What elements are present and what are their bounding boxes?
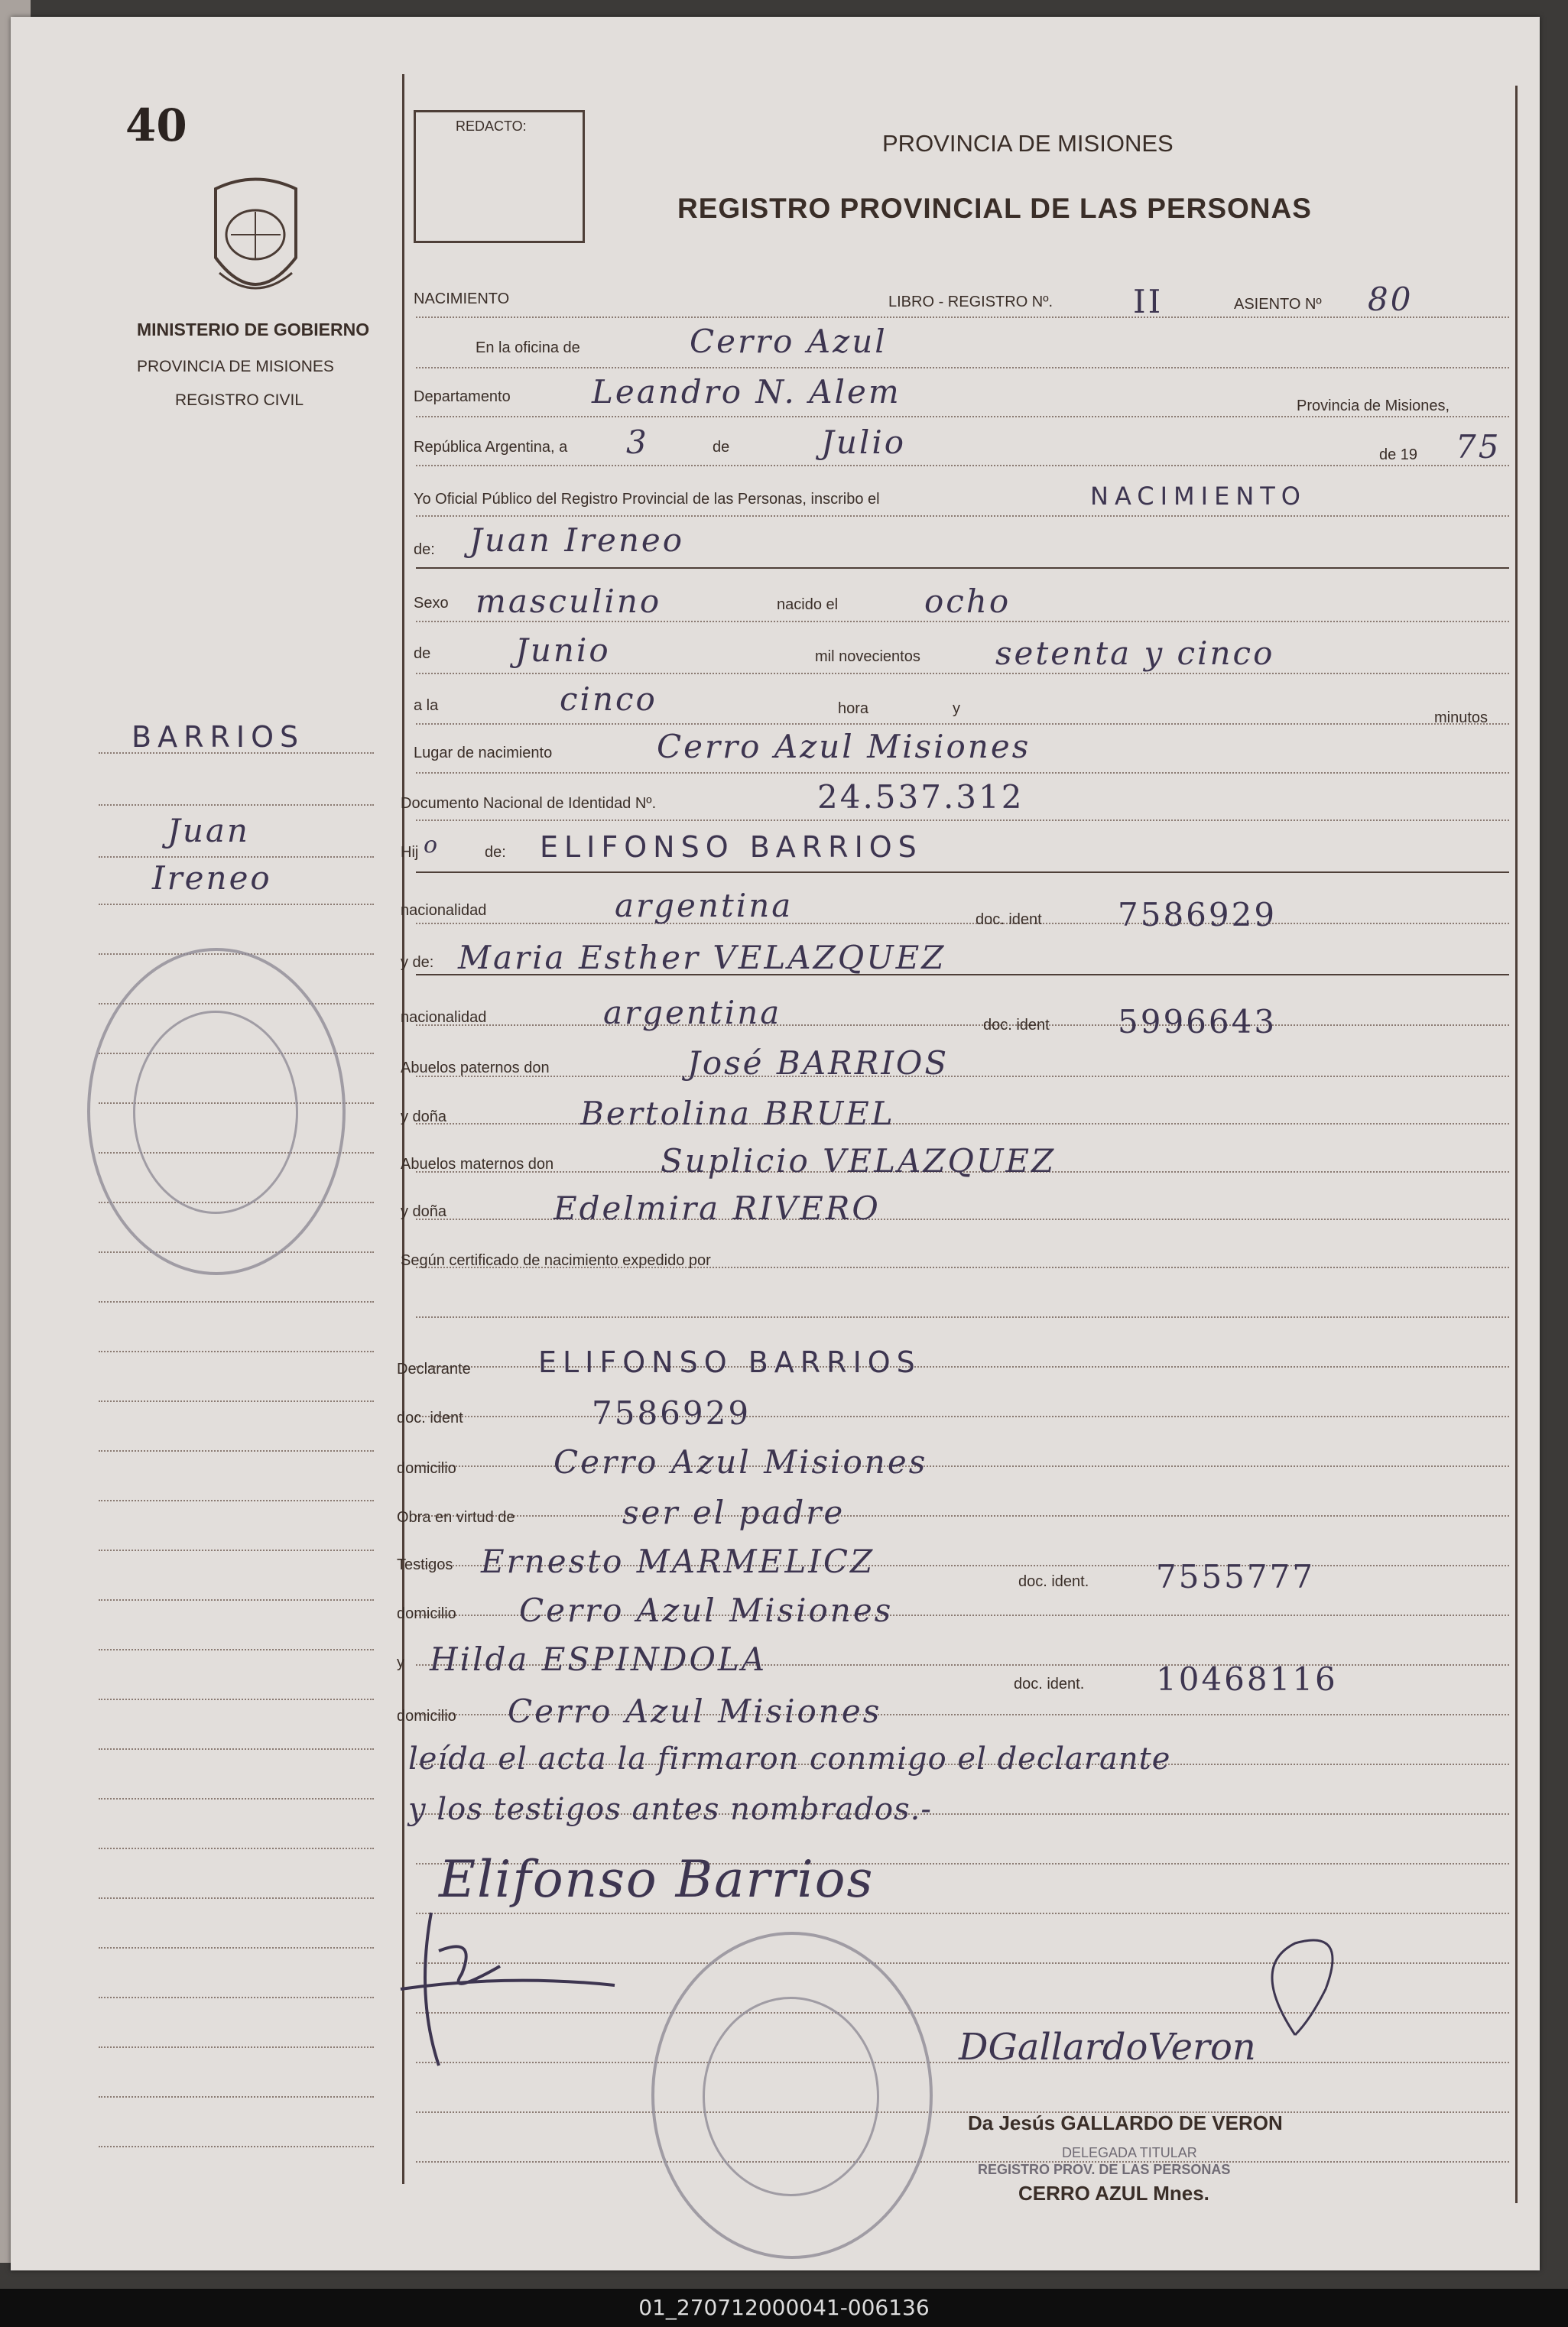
margin-ruled-line	[99, 1798, 374, 1800]
official-place: CERRO AZUL Mnes.	[1018, 2182, 1209, 2205]
ruled-line	[416, 723, 1509, 725]
entry-nombre: Juan Ireneo	[469, 521, 685, 559]
label-doc-ident-1: doc. ident	[976, 911, 1042, 928]
entry-domicilio-declarante: Cerro Azul Misiones	[554, 1443, 928, 1481]
registry-label: REGISTRO CIVIL	[175, 391, 304, 409]
official-signature-flourish	[1234, 1920, 1372, 2043]
footer-id: 01_270712000041-006136	[638, 2295, 930, 2320]
margin-ruled-line	[99, 2096, 374, 2098]
margin-ruled-line	[99, 1848, 374, 1849]
margin-ruled-line	[99, 2046, 374, 2048]
margin-ruled-line	[99, 1550, 374, 1551]
label-oficina: En la oficina de	[476, 339, 580, 356]
margin-ruled-line	[99, 1301, 374, 1303]
ruled-line	[416, 1416, 1509, 1417]
label-nacido-el: nacido el	[777, 596, 839, 613]
entry-abuelo-paterno: José BARRIOS	[687, 1044, 950, 1082]
label-hora: hora	[838, 700, 869, 717]
entry-sexo: masculino	[476, 583, 662, 620]
ruled-line	[416, 465, 1509, 466]
registry-stamp-bottom-inner	[703, 1997, 879, 2196]
entry-departamento: Leandro N. Alem	[592, 373, 901, 411]
entry-dni: 24.537.312	[817, 778, 1024, 816]
entry-inscribe: NACIMIENTO	[1090, 482, 1307, 511]
label-sexo: Sexo	[414, 595, 449, 612]
entry-testigo-2: Hilda ESPINDOLA	[430, 1641, 768, 1678]
declarante-signature: Elifonso Barrios	[439, 1850, 875, 1909]
label-lugar: Lugar de nacimiento	[414, 745, 553, 761]
section-rule	[416, 871, 1509, 873]
document-page	[11, 17, 1540, 2270]
margin-ruled-line	[99, 1699, 374, 1700]
entry-lugar: Cerro Azul Misiones	[657, 728, 1031, 765]
margin-ruled-line	[99, 1997, 374, 1998]
ruled-line	[416, 1076, 1509, 1077]
entry-hijo-suffix: o	[424, 832, 440, 858]
label-a-la: a la	[414, 697, 439, 714]
margin-ruled-line	[99, 2146, 374, 2147]
label-nacimiento: NACIMIENTO	[414, 290, 510, 307]
label-doc-ident-5: doc. ident.	[1014, 1676, 1085, 1693]
margin-ruled-line	[99, 1500, 374, 1501]
label-doc-ident-3: doc. ident	[397, 1410, 463, 1426]
entry-abuelo-materno: Suplicio VELAZQUEZ	[661, 1142, 1057, 1180]
entry-doc-madre: 5996643	[1118, 1003, 1277, 1040]
entry-declarante: ELIFONSO BARRIOS	[538, 1345, 921, 1379]
margin-ruled-line	[99, 804, 374, 806]
ruled-line	[416, 2111, 1509, 2113]
registry-stamp-margin-inner	[133, 1011, 298, 1214]
label-de-name: de:	[414, 541, 435, 558]
form-right-border	[1515, 86, 1518, 2203]
section-rule	[416, 567, 1509, 569]
entry-doc-declarante: 7586929	[592, 1394, 752, 1432]
entry-anio: 75	[1456, 428, 1501, 466]
entry-closing-1: leída el acta la firmaron conmigo el declarante	[408, 1741, 1171, 1777]
label-libro: LIBRO - REGISTRO Nº.	[888, 294, 1053, 310]
label-domicilio-3: domicilio	[397, 1708, 456, 1725]
label-yo-oficial: Yo Oficial Público del Registro Provincial de las Personas, inscribo el	[414, 491, 880, 508]
margin-ruled-line	[99, 1748, 374, 1750]
label-domicilio-2: domicilio	[397, 1605, 456, 1622]
label-obra-en-virtud: Obra en virtud de	[397, 1509, 515, 1526]
margin-ruled-line	[99, 1400, 374, 1402]
label-asiento: ASIENTO Nº	[1234, 296, 1322, 313]
entry-mes: Julio	[821, 424, 907, 461]
left-province-label: PROVINCIA DE MISIONES	[137, 358, 334, 375]
entry-testigo-1: Ernesto MARMELICZ	[481, 1543, 875, 1580]
ruled-line	[416, 2161, 1509, 2163]
ministry-label: MINISTERIO DE GOBIERNO	[137, 320, 370, 339]
ruled-line	[416, 1316, 1509, 1318]
label-doc-ident-2: doc. ident	[983, 1017, 1050, 1034]
margin-given-name-1: Juan	[167, 812, 250, 849]
label-segun-certificado: Según certificado de nacimiento expedido por	[401, 1252, 711, 1269]
entry-oficina: Cerro Azul	[690, 323, 888, 360]
entry-domicilio-testigo-2: Cerro Azul Misiones	[508, 1693, 882, 1730]
label-minutos: minutos	[1434, 709, 1488, 726]
province-header: PROVINCIA DE MISIONES	[882, 130, 1174, 157]
official-name: Da Jesús GALLARDO DE VERON	[968, 2111, 1283, 2134]
ruled-line	[416, 416, 1509, 417]
margin-ruled-line	[99, 1947, 374, 1949]
official-office: REGISTRO PROV. DE LAS PERSONAS	[978, 2162, 1231, 2177]
label-departamento: Departamento	[414, 388, 511, 405]
entry-padre: ELIFONSO BARRIOS	[540, 830, 923, 864]
entry-closing-2: y los testigos antes nombrados.-	[408, 1792, 932, 1827]
official-signature: DGallardoVeron	[959, 2026, 1256, 2069]
ruled-line	[416, 772, 1509, 774]
ruled-line	[416, 621, 1509, 622]
label-hijo: Hij	[401, 844, 419, 861]
entry-hora: cinco	[560, 680, 657, 718]
footer-bar	[0, 2289, 1568, 2327]
page-number: 40	[125, 99, 187, 151]
label-mil-novecientos: mil novecientos	[815, 648, 920, 665]
margin-ruled-line	[99, 1351, 374, 1352]
entry-nac-madre: argentina	[603, 994, 782, 1031]
ruled-line	[416, 367, 1509, 368]
label-de-19: de 19	[1379, 446, 1418, 463]
entry-doc-testigo-1: 7555777	[1156, 1558, 1316, 1595]
entry-doc-padre: 7586929	[1118, 896, 1277, 933]
margin-ruled-line	[99, 1450, 374, 1452]
label-abuelos-maternos: Abuelos maternos don	[401, 1156, 554, 1173]
ruled-line	[416, 1515, 1509, 1517]
label-y-2: y	[397, 1654, 404, 1671]
registry-title: REGISTRO PROVINCIAL DE LAS PERSONAS	[677, 193, 1312, 224]
entry-obra-en-virtud: ser el padre	[622, 1494, 846, 1531]
entry-doc-testigo-2: 10468116	[1156, 1660, 1338, 1698]
entry-libro: II	[1133, 283, 1164, 320]
entry-nac-padre: argentina	[615, 887, 794, 924]
entry-mes-nac: Junio	[515, 631, 611, 669]
ruled-line	[416, 923, 1509, 924]
label-y-dona-2: y doña	[401, 1203, 447, 1220]
coat-of-arms-icon	[200, 174, 311, 311]
label-nacionalidad-1: nacionalidad	[401, 902, 487, 919]
ruled-line	[416, 1024, 1509, 1026]
margin-ruled-line	[99, 1897, 374, 1899]
label-provincia: Provincia de Misiones,	[1297, 398, 1450, 414]
label-domicilio-1: domicilio	[397, 1460, 456, 1477]
entry-anio-nac: setenta y cinco	[995, 634, 1275, 672]
entry-domicilio-testigo-1: Cerro Azul Misiones	[519, 1592, 894, 1629]
witness-signature-scribble	[385, 1905, 630, 2073]
entry-madre: Maria Esther VELAZQUEZ	[458, 939, 946, 976]
entry-dia: 3	[626, 424, 649, 461]
label-republica: República Argentina, a	[414, 439, 568, 456]
ruled-line	[416, 515, 1509, 517]
entry-abuela-materna: Edelmira RIVERO	[554, 1189, 881, 1227]
label-y: y	[953, 700, 960, 717]
label-documento: Documento Nacional de Identidad Nº.	[401, 795, 657, 812]
margin-ruled-line	[99, 1649, 374, 1650]
ruled-line	[416, 316, 1509, 318]
ruled-line	[416, 819, 1509, 821]
label-declarante: Declarante	[397, 1361, 471, 1378]
form-left-border	[402, 74, 404, 2184]
margin-given-name-2: Ireneo	[152, 859, 272, 897]
label-hijo-de: de:	[485, 844, 506, 861]
margin-ruled-line	[99, 1599, 374, 1601]
redacto-box	[414, 110, 585, 243]
label-testigos: Testigos	[397, 1556, 453, 1573]
margin-surname: BARRIOS	[131, 720, 305, 754]
ruled-line	[416, 673, 1509, 674]
redacto-label: REDACTO:	[456, 118, 527, 134]
label-de: de	[713, 439, 730, 456]
entry-abuela-paterna: Bertolina BRUEL	[580, 1095, 895, 1132]
label-nacionalidad-2: nacionalidad	[401, 1009, 487, 1026]
label-abuelos-paternos: Abuelos paternos don	[401, 1060, 550, 1076]
margin-ruled-line	[99, 904, 374, 905]
margin-ruled-line	[99, 856, 374, 858]
entry-asiento: 80	[1368, 281, 1414, 318]
official-role: DELEGADA TITULAR	[1062, 2145, 1197, 2160]
label-y-dona-1: y doña	[401, 1108, 447, 1125]
label-doc-ident-4: doc. ident.	[1018, 1573, 1089, 1590]
label-de-month: de	[414, 645, 431, 662]
label-y-de: y de:	[401, 954, 434, 971]
entry-nacido-el: ocho	[924, 583, 1011, 620]
